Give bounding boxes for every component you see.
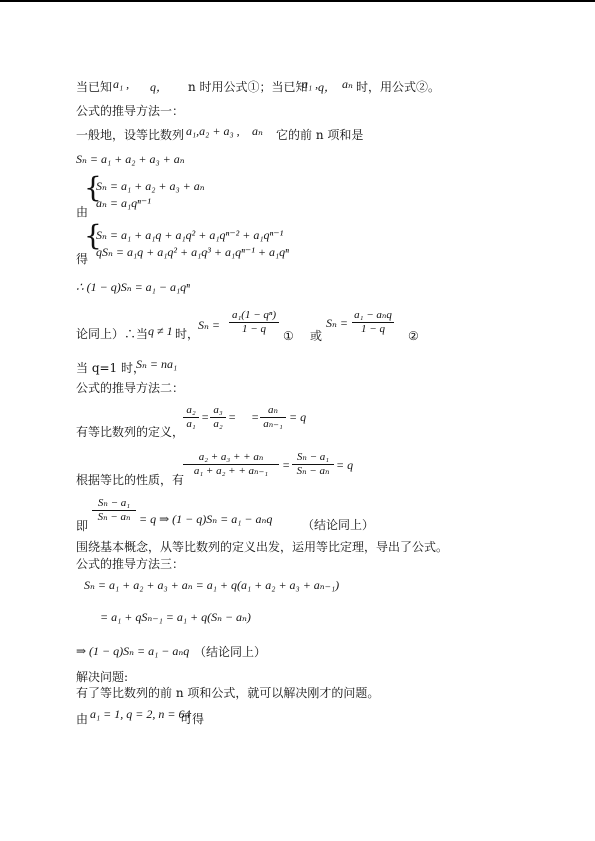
brace-1: { [84, 171, 102, 204]
math-given-values: a₁ = 1, q = 2, n = 64 [90, 707, 191, 721]
math-eq-2: = [228, 410, 237, 424]
ratio-3-numerator: aₙ [268, 404, 278, 416]
ratio-1 [183, 404, 199, 431]
text-line-18: 有了等比数列的前 n 项和公式，就可以解决刚才的问题。 [76, 686, 380, 700]
ratio-2-denominator: a₂ [213, 418, 223, 430]
math-eq-q-2: = q [336, 458, 354, 472]
property-1-numerator: a₂ + a₃ + + aₙ [198, 451, 264, 463]
math-an-3: aₙ [252, 124, 263, 138]
text-line-3a: 一般地，设等比数列 [76, 128, 185, 142]
ratio-2-numerator: a₃ [213, 404, 223, 416]
math-an: aₙ [342, 77, 353, 91]
text-line-3b: 它的前 n 项和是 [276, 128, 364, 142]
math-sequence: a₁,a₂ + a₃ , [186, 124, 240, 138]
math-sum-def: Sₙ = a₁ + a₂ + a₃ + aₙ [76, 152, 185, 166]
text-you: 由 [76, 205, 89, 219]
property-1-denominator: a₁ + a₂ + + aₙ₋₁ [193, 465, 269, 477]
ratio-1-numerator: a₂ [186, 404, 196, 416]
text-line-6b: 时， [175, 327, 200, 341]
text-line-6a: 论同上）∴当 [76, 327, 149, 341]
text-ji: 即 [76, 519, 89, 533]
ratio-1-denominator: a₁ [186, 418, 196, 430]
math-line-11: = q ⇒ (1 − q)Sₙ = a₁ − aₙq [139, 512, 273, 526]
text-line-1b: n 时用公式①；当已知 [188, 80, 308, 94]
property-2-numerator: Sₙ − a₁ [296, 451, 330, 463]
math-sn-na1: Sₙ = na₁ [136, 357, 178, 371]
brace-2: { [84, 219, 102, 252]
heading-method-1: 公式的推导方法一： [76, 104, 185, 118]
property-fraction-1 [183, 451, 279, 478]
property-fraction-2 [292, 451, 334, 478]
text-conclusion-same-2: （结论同上） [194, 645, 267, 659]
fraction-formula-1 [229, 309, 279, 336]
math-f1-lhs: Sₙ = [198, 318, 220, 332]
text-line-1a: 当已知 [76, 80, 113, 94]
text-de: 得 [76, 252, 89, 266]
ratio-2 [210, 404, 226, 431]
heading-method-3: 公式的推导方法三： [76, 557, 185, 571]
heading-solve: 解决问题: [76, 670, 129, 684]
math-eq-4: = [282, 458, 291, 472]
fraction-line-11 [92, 497, 136, 524]
ratio-3 [260, 404, 286, 431]
property-2-denominator: Sₙ − aₙ [296, 465, 330, 477]
text-conclusion-same-1: （结论同上） [302, 518, 375, 532]
text-line-19b: 可得 [180, 712, 205, 726]
text-or: 或 [310, 329, 323, 343]
math-a1-2: a₁ , [302, 77, 319, 91]
fraction-2-numerator: a₁ − aₙq [354, 309, 392, 321]
math-f2-lhs: Sₙ = [326, 316, 348, 330]
text-line-19a: 由 [76, 712, 89, 726]
text-line-12: 围绕基本概念，从等比数列的定义出发，运用等比定理，导出了公式。 [76, 540, 449, 554]
math-eq-3: = [251, 410, 260, 424]
label-formula-2: ② [408, 329, 419, 343]
line-11-numerator: Sₙ − a₁ [97, 497, 131, 509]
math-q-2: q， [318, 80, 337, 94]
math-sys1-b: aₙ = a₁qⁿ⁻¹ [96, 196, 151, 210]
math-sys2-a: Sₙ = a₁ + a₁q + a₁q² + a₁qⁿ⁻² + a₁qⁿ⁻¹ [96, 228, 284, 242]
math-line-14: Sₙ = a₁ + a₂ + a₃ + aₙ = a₁ + q(a₁ + a₂ + a₃ + aₙ₋₁) [84, 578, 340, 592]
text-line-7a: 当 q=1 时， [76, 361, 146, 375]
text-line-1c: 时，用公式②。 [356, 80, 441, 94]
math-eq-1: = [201, 410, 210, 424]
fraction-1-denominator: 1 − q [242, 323, 266, 335]
ratio-3-denominator: aₙ₋₁ [263, 418, 283, 430]
fraction-formula-2 [352, 309, 394, 336]
math-eq-q: = q [289, 410, 307, 424]
math-sys1-a: Sₙ = a₁ + a₂ + a₃ + aₙ [96, 179, 205, 193]
math-sys2-b: qSₙ = a₁q + a₁q² + a₁q³ + a₁qⁿ⁻¹ + a₁qⁿ [96, 245, 289, 259]
top-rule [0, 0, 595, 2]
math-therefore: ∴ (1 − q)Sₙ = a₁ − a₁qⁿ [76, 280, 190, 294]
text-line-10a: 根据等比的性质，有 [76, 473, 185, 487]
math-q: q， [150, 80, 169, 94]
fraction-2-denominator: 1 − q [361, 323, 385, 335]
math-line-16: ⇒ (1 − q)Sₙ = a₁ − aₙq [76, 644, 190, 658]
label-formula-1: ① [283, 329, 294, 343]
line-11-denominator: Sₙ − aₙ [97, 511, 131, 523]
fraction-1-numerator: a₁(1 − qⁿ) [231, 309, 277, 321]
math-a1: a₁ , [113, 77, 130, 91]
heading-method-2: 公式的推导方法二： [76, 381, 185, 395]
text-line-9a: 有等比数列的定义， [76, 425, 185, 439]
math-q-neq-1: q ≠ 1 [148, 324, 173, 338]
math-line-15: = a₁ + qSₙ₋₁ = a₁ + q(Sₙ − aₙ) [100, 610, 251, 624]
